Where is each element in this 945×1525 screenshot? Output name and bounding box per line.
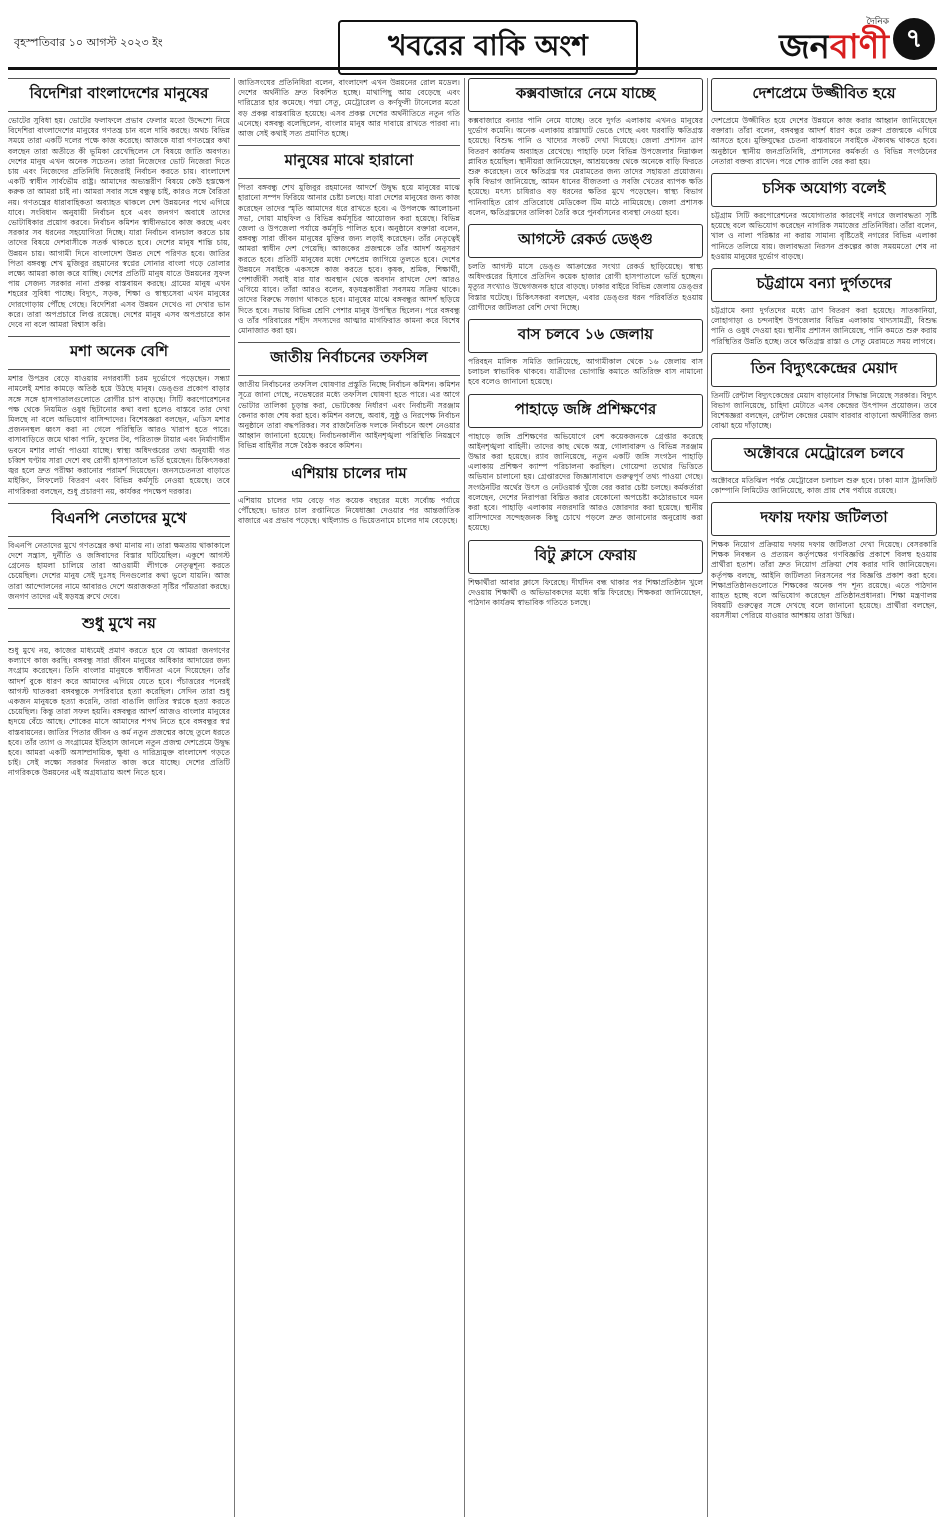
article-headline: চট্টগ্রামে বন্যা দুর্গতদের — [711, 268, 937, 302]
article — [8, 503, 230, 602]
column-2 — [238, 78, 460, 1517]
article-headline: পাহাড়ে জঙ্গি প্রশিক্ষণের — [468, 394, 703, 428]
article-headline: জাতীয় নির্বাচনের তফসিল — [238, 342, 460, 376]
article-headline: বিএনপি নেতাদের মুখে — [8, 503, 230, 537]
article — [468, 540, 703, 609]
column-4 — [711, 78, 937, 1517]
column-divider — [234, 78, 235, 1517]
article — [468, 319, 703, 388]
brand-part-b: বাণী — [829, 27, 889, 67]
issue-date: বৃহস্পতিবার ১০ আগস্ট ২০২৩ ইং — [14, 36, 163, 49]
article — [468, 224, 703, 313]
article-body: চলতি আগস্ট মাসে ডেঙ্গু আক্রান্তের সংখ্যা রেকর্ড ছাড়িয়েছে। স্বাস্থ্য অধিদপ্তরের হিসাবে প্রতিদিন কয়েক হাজার রোগী হাসপাতালে ভর্তি হচ্ছেন। মৃত্যুর সংখ্যাও উদ্বেগজনক হারে বাড়ছে। ঢাকার বাইরে বিভিন্ন জেলায় ডেঙ্গুর বিস্তার ঘটেছে। চিকিৎসকরা বলছেন, এবার ডেঙ্গুর ধরন পরিবর্তিত হওয়ায় রোগীদের জটিলতা বেশি দেখা দিচ্ছে। — [468, 262, 703, 312]
column-divider — [707, 78, 708, 1517]
brand-small: দৈনিক — [866, 17, 889, 27]
article-body: দেশপ্রেমে উজ্জীবিত হয়ে দেশের উন্নয়নে কাজ করার আহ্বান জানিয়েছেন বক্তারা। তাঁরা বলেন, বঙ্গবন্ধুর আদর্শ ধারণ করে তরুণ প্রজন্মকে এগিয়ে আসতে হবে। মুক্তিযুদ্ধের চেতনা বাস্তবায়নে সবাইকে ঐক্যবদ্ধ থাকতে হবে। অনুষ্ঠানে স্থানীয় জনপ্রতিনিধি, প্রশাসনের কর্মকর্তা ও বিভিন্ন সংগঠনের নেতারা বক্তব্য রাখেন। পরে শোক র‍্যালি বের করা হয়। — [711, 116, 937, 166]
page-number-badge: ৭ — [893, 18, 935, 60]
article-body: জাতিসংঘের প্রতিনিধিরা বলেন, বাংলাদেশ এখন উন্নয়নের রোল মডেল। দেশের অর্থনীতি দ্রুত বিকশিত হচ্ছে। মাথাপিছু আয় বেড়েছে এবং দারিদ্র্যের হার কমেছে। পদ্মা সেতু, মেট্রোরেল ও কর্ণফুলী টানেলের মতো বড় প্রকল্প বাস্তবায়িত হয়েছে। এসব প্রকল্প দেশের অর্থনীতিতে নতুন গতি এনেছে। বঙ্গবন্ধু বলেছিলেন, বাংলার মানুষ আর দাবায়ে রাখতে পারবা না। আজ সেই কথাই সত্য প্রমাণিত হচ্ছে। — [238, 78, 460, 139]
brand-part-a: জন — [779, 27, 830, 67]
article-headline: বিটু ক্লাসে ফেরায় — [468, 540, 703, 574]
brand-name — [779, 29, 889, 65]
column-3 — [468, 78, 703, 1517]
article — [8, 336, 230, 496]
article — [711, 502, 937, 622]
article — [238, 145, 460, 336]
article-body: মশার উপদ্রব বেড়ে যাওয়ায় নগরবাসী চরম দুর্ভোগে পড়েছেন। সন্ধ্যা নামলেই মশার কামড়ে অতিষ্ঠ হয়ে উঠছে মানুষ। ডেঙ্গুর প্রকোপ বাড়ার সঙ্গে সঙ্গে হাসপাতালগুলোতে রোগীর চাপ বাড়ছে। সিটি করপোরেশনের পক্ষ থেকে নিয়মিত ওষুধ ছিটানোর কথা বলা হলেও বাস্তবে তার দেখা মিলছে না বলে অভিযোগ বাসিন্দাদের। বিশেষজ্ঞরা বলছেন, এডিস মশার প্রজননস্থল ধ্বংস করা না গেলে পরিস্থিতি আরও খারাপ হতে পারে। বাসাবাড়িতে জমে থাকা পানি, ফুলের টব, পরিত্যক্ত টায়ার এবং নির্মাণাধীন ভবনে মশার লার্ভা পাওয়া যাচ্ছে। স্বাস্থ্য অধিদপ্তরের তথ্য অনুযায়ী গত চব্বিশ ঘণ্টায় সারা দেশে বহু রোগী হাসপাতালে ভর্তি হয়েছেন। চিকিৎসকরা জ্বর হলে দ্রুত পরীক্ষা করানোর পরামর্শ দিয়েছেন। জনসচেতনতা বাড়াতে মাইকিং, লিফলেট বিতরণ এবং বিভিন্ন কর্মসূচি নেওয়া হয়েছে। তবে নাগরিকরা বলছেন, শুধু প্রচারণা নয়, কার্যকর পদক্ষেপ দরকার। — [8, 374, 230, 496]
article-body: জাতীয় নির্বাচনের তফসিল ঘোষণার প্রস্তুতি নিচ্ছে নির্বাচন কমিশন। কমিশন সূত্রে জানা গেছে, নভেম্বরের মধ্যে তফসিল ঘোষণা হতে পারে। এর আগে ভোটার তালিকা চূড়ান্ত করা, ভোটকেন্দ্র নির্ধারণ এবং নির্বাচনী সরঞ্জাম কেনার কাজ শেষ করা হবে। কমিশন বলছে, অবাধ, সুষ্ঠু ও নিরপেক্ষ নির্বাচন অনুষ্ঠানে তারা বদ্ধপরিকর। সব রাজনৈতিক দলকে নির্বাচনে অংশ নেওয়ার আহ্বান জানানো হয়েছে। নির্বাচনকালীন আইনশৃঙ্খলা পরিস্থিতি নিয়ন্ত্রণে বিভিন্ন বাহিনীর সঙ্গে বৈঠক করবে কমিশন। — [238, 380, 460, 451]
article-body: এশিয়ায় চালের দাম বেড়ে গত কয়েক বছরের মধ্যে সর্বোচ্চ পর্যায়ে পৌঁছেছে। ভারত চাল রপ্তানিতে নিষেধাজ্ঞা দেওয়ার পর আন্তর্জাতিক বাজারে এর প্রভাব পড়েছে। থাইল্যান্ড ও ভিয়েতনামে চালের দাম বেড়েছে। — [238, 495, 460, 526]
article-headline: মশা অনেক বেশি — [8, 336, 230, 370]
article — [8, 78, 230, 330]
article-body: ভোটের সুবিধা হয়। ভোটের ফলাফলে প্রভাব ফেলার মতো উদ্দেশ্যে নিয়ে বিদেশিরা বাংলাদেশের মানুষের গণতন্ত্র চান বলে দাবি করছে। অথচ বিভিন্ন সময়ে তারা একটি দলের পক্ষে কাজ করেছে। আজকে যারা গণতন্ত্রের কথা বলছেন তারা অতীতে কী ভূমিকা রেখেছিলেন সে বিষয়ে জাতি অবগত। দেশের মানুষ এখন অনেক সচেতন। তারা নিজেদের ভোট নিজেরা দিতে চায় এবং নিজেদের প্রতিনিধি নিজেরাই নির্বাচন করতে চায়। বাংলাদেশ একটি স্বাধীন সার্বভৌম রাষ্ট্র। আমাদের অভ্যন্তরীণ বিষয়ে কেউ হস্তক্ষেপ করুক তা আমরা চাই না। আমরা সবার সঙ্গে বন্ধুত্ব চাই, কারও সঙ্গে বৈরিতা নয়। গণতন্ত্রের ধারাবাহিকতা অব্যাহত থাকলে দেশ উন্নয়নের পথে এগিয়ে যাবে। সংবিধান অনুযায়ী নির্বাচন হবে এবং জনগণ অবাধে তাদের ভোটাধিকার প্রয়োগ করবে। নির্বাচন কমিশন স্বাধীনভাবে কাজ করছে এবং সরকার সব ধরনের সহযোগিতা দিচ্ছে। যারা নির্বাচন বানচাল করতে চায় তাদের বিষয়ে দেশবাসীকে সতর্ক থাকতে হবে। দেশের মানুষ শান্তি চায়, উন্নয়ন চায়। আগামী দিনে বাংলাদেশ উন্নত দেশে পরিণত হবে। জাতির পিতা বঙ্গবন্ধু শেখ মুজিবুর রহমানের স্বপ্নের সোনার বাংলা গড়ে তোলার লক্ষ্যে আমরা কাজ করে যাচ্ছি। দেশের প্রতিটি মানুষ যাতে উন্নয়নের সুফল পায় সেজন্য সরকার নানা প্রকল্প বাস্তবায়ন করছে। গ্রামের মানুষ এখন শহরের সুবিধা পাচ্ছে। বিদ্যুৎ, সড়ক, শিক্ষা ও স্বাস্থ্যসেবা এখন মানুষের দোরগোড়ায় পৌঁছে গেছে। বিদেশিরা এসব উন্নয়ন দেখেও না দেখার ভান করে। তারা অপপ্রচারে লিপ্ত রয়েছে। দেশের মানুষ এসব অপপ্রচারে কান দেবে না বলে আমরা বিশ্বাস করি। — [8, 116, 230, 330]
article — [711, 173, 937, 262]
article-body: পিতা বঙ্গবন্ধু শেখ মুজিবুর রহমানের আদর্শে উদ্বুদ্ধ হয়ে মানুষের মাঝে হারানো সম্পদ ফিরিয়ে আনার চেষ্টা চলছে। যারা দেশের মানুষের জন্য কাজ করেছেন তাদের স্মৃতি আমাদের ধরে রাখতে হবে। এ উপলক্ষে আলোচনা সভা, দোয়া মাহফিল ও বিভিন্ন কর্মসূচির আয়োজন করা হয়েছে। বিভিন্ন জেলা ও উপজেলা পর্যায়ে কর্মসূচি পালিত হবে। অনুষ্ঠানে বক্তারা বলেন, বঙ্গবন্ধু সারা জীবন মানুষের মুক্তির জন্য লড়াই করেছেন। তাঁর নেতৃত্বেই আমরা স্বাধীন দেশ পেয়েছি। আজকের প্রজন্মকে তাঁর আদর্শ অনুসরণ করতে হবে। প্রতিটি মানুষের মধ্যে দেশপ্রেম জাগিয়ে তুলতে হবে। দেশের উন্নয়নে সবাইকে একসঙ্গে কাজ করতে হবে। কৃষক, শ্রমিক, শিক্ষার্থী, পেশাজীবী সবাই যার যার অবস্থান থেকে অবদান রাখলে দেশ আরও এগিয়ে যাবে। তাঁরা আরও বলেন, ষড়যন্ত্রকারীরা সবসময় সক্রিয় থাকে। তাদের বিরুদ্ধে সজাগ থাকতে হবে। মানুষের মাঝে বঙ্গবন্ধুর আদর্শ ছড়িয়ে দিতে হবে। সভায় বিভিন্ন শ্রেণি পেশার মানুষ উপস্থিত ছিলেন। পরে বঙ্গবন্ধু ও তাঁর পরিবারের শহীদ সদস্যদের আত্মার মাগফিরাত কামনা করে বিশেষ মোনাজাত করা হয়। — [238, 183, 460, 336]
column-1 — [8, 78, 230, 1517]
article — [238, 78, 460, 139]
article-headline: কক্সবাজারে নেমে যাচ্ছে — [468, 78, 703, 112]
article-headline: এশিয়ায় চালের দাম — [238, 458, 460, 492]
page-heading: খবরের বাকি অংশ — [338, 20, 638, 75]
article — [468, 78, 703, 218]
article-body: শিক্ষক নিয়োগ প্রক্রিয়ায় দফায় দফায় জটিলতা দেখা দিয়েছে। বেসরকারি শিক্ষক নিবন্ধন ও প্রত্যয়ন কর্তৃপক্ষের গণবিজ্ঞপ্তি প্রকাশে বিলম্ব হওয়ায় প্রার্থীরা হতাশ। তাঁরা দ্রুত নিয়োগ প্রক্রিয়া শেষ করার দাবি জানিয়েছেন। কর্তৃপক্ষ বলছে, আইনি জটিলতা নিরসনের পর বিজ্ঞপ্তি প্রকাশ করা হবে। শিক্ষাপ্রতিষ্ঠানগুলোতে শিক্ষকের অনেক পদ শূন্য রয়েছে। এতে পাঠদান ব্যাহত হচ্ছে বলে অভিযোগ করেছেন প্রতিষ্ঠানপ্রধানরা। শিক্ষা মন্ত্রণালয় বিষয়টি গুরুত্বের সঙ্গে দেখছে বলে জানানো হয়েছে। প্রার্থীরা বলছেন, বয়সসীমা পেরিয়ে যাওয়ার আশঙ্কায় তারা উদ্বিগ্ন। — [711, 540, 937, 621]
article-body: চট্টগ্রামে বন্যা দুর্গতদের মধ্যে ত্রাণ বিতরণ করা হয়েছে। সাতকানিয়া, লোহাগাড়া ও চন্দনাইশ উপজেলার বিভিন্ন এলাকায় খাদ্যসামগ্রী, বিশুদ্ধ পানি ও ওষুধ দেওয়া হয়। স্থানীয় প্রশাসন জানিয়েছে, পানি কমতে শুরু করায় পরিস্থিতির উন্নতি হচ্ছে। তবে ক্ষতিগ্রস্ত রাস্তা ও সেতু মেরামতে সময় লাগবে। — [711, 306, 937, 346]
article-headline: দফায় দফায় জটিলতা — [711, 502, 937, 536]
article — [711, 268, 937, 347]
article-headline: আগস্টে রেকর্ড ডেঙ্গু — [468, 224, 703, 258]
article-headline: তিন বিদ্যুৎকেন্দ্রের মেয়াদ — [711, 353, 937, 387]
article-headline: মানুষের মাঝে হারানো — [238, 145, 460, 179]
masthead — [8, 8, 937, 70]
article-body: কক্সবাজারে বন্যার পানি নেমে যাচ্ছে। তবে দুর্গত এলাকায় এখনও মানুষের দুর্ভোগ কমেনি। অনেক এলাকায় রাস্তাঘাট ভেঙে গেছে এবং ঘরবাড়ি ক্ষতিগ্রস্ত হয়েছে। বিশুদ্ধ পানি ও খাদ্যের সংকট দেখা দিয়েছে। জেলা প্রশাসন ত্রাণ বিতরণ কার্যক্রম অব্যাহত রেখেছে। পাহাড়ি ঢলে বিভিন্ন উপজেলার নিম্নাঞ্চল প্লাবিত হয়েছিল। স্থানীয়রা জানিয়েছেন, আশ্রয়কেন্দ্র থেকে অনেকে বাড়ি ফিরতে শুরু করেছেন। তবে ক্ষতিগ্রস্ত ঘর মেরামতের জন্য তাদের সহায়তা প্রয়োজন। কৃষি বিভাগ জানিয়েছে, আমন ধানের বীজতলা ও সবজি খেতের ব্যাপক ক্ষতি হয়েছে। মৎস্য চাষিরাও বড় ধরনের ক্ষতির মুখে পড়েছেন। স্বাস্থ্য বিভাগ পানিবাহিত রোগ প্রতিরোধে মেডিকেল টিম মাঠে নামিয়েছে। জেলা প্রশাসক বলেন, ক্ষতিগ্রস্তদের তালিকা তৈরি করে পুনর্বাসনের ব্যবস্থা নেওয়া হবে। — [468, 116, 703, 217]
article-headline: শুধু মুখে নয় — [8, 608, 230, 642]
article — [8, 608, 230, 779]
article — [468, 394, 703, 534]
article-headline: চসিক অযোগ্য বলেই — [711, 173, 937, 207]
article — [238, 458, 460, 527]
article-headline: বিদেশিরা বাংলাদেশের মানুষের — [8, 78, 230, 112]
article-body: শুধু মুখে নয়, কাজের মাধ্যমেই প্রমাণ করতে হবে যে আমরা জনগণের কল্যাণে কাজ করছি। বঙ্গবন্ধু সারা জীবন মানুষের অধিকার আদায়ের জন্য সংগ্রাম করেছেন। তিনি বাংলার মানুষকে স্বাধীনতা এনে দিয়েছেন। তাঁর আদর্শ বুকে ধারণ করে আমাদের এগিয়ে যেতে হবে। পঁচাত্তরের পনেরই আগস্ট ঘাতকরা বঙ্গবন্ধুকে সপরিবারে হত্যা করেছিল। সেদিন তারা শুধু একজন মানুষকে হত্যা করেনি, তারা বাঙালি জাতির স্বপ্নকে হত্যা করতে চেয়েছিল। কিন্তু তারা সফল হয়নি। বঙ্গবন্ধুর আদর্শ আজও বাংলার মানুষের হৃদয়ে বেঁচে আছে। শোকের মাসে আমাদের শপথ নিতে হবে বঙ্গবন্ধুর স্বপ্ন বাস্তবায়নের। জাতির পিতার জীবন ও কর্ম নতুন প্রজন্মের কাছে তুলে ধরতে হবে। তাঁর ত্যাগ ও সংগ্রামের ইতিহাস জানলে নতুন প্রজন্ম দেশপ্রেমে উদ্বুদ্ধ হবে। আমরা একটি অসাম্প্রদায়িক, ক্ষুধা ও দারিদ্র্যমুক্ত বাংলাদেশ গড়তে চাই। সেই লক্ষ্যে সরকার দিনরাত কাজ করে যাচ্ছে। দেশের প্রতিটি নাগরিককে উন্নয়নের এই অগ্রযাত্রায় অংশ নিতে হবে। — [8, 645, 230, 778]
newspaper-logo — [779, 14, 889, 65]
article — [711, 353, 937, 432]
column-divider — [464, 78, 465, 1517]
article — [711, 438, 937, 496]
article-body: বিএনপি নেতাদের মুখে গণতন্ত্রের কথা মানায় না। তারা ক্ষমতায় থাকাকালে দেশে সন্ত্রাস, দুর্নীতি ও জঙ্গিবাদের বিস্তার ঘটিয়েছিল। একুশে আগস্ট গ্রেনেড হামলা চালিয়ে তারা আওয়ামী লীগকে নেতৃত্বশূন্য করতে চেয়েছিল। দেশের মানুষ সেই দুঃসহ দিনগুলোর কথা ভুলে যায়নি। আজ তারা আন্দোলনের নামে আবারও দেশে অরাজকতা সৃষ্টির পাঁয়তারা করছে। জনগণ তাদের এই ষড়যন্ত্র রুখে দেবে। — [8, 540, 230, 601]
article-body: অক্টোবরে মতিঝিল পর্যন্ত মেট্রোরেল চলাচল শুরু হবে। ঢাকা ম্যাস ট্রানজিট কোম্পানি লিমিটেড জানিয়েছে, কাজ প্রায় শেষ পর্যায়ে রয়েছে। — [711, 475, 937, 495]
article-headline: দেশপ্রেমে উজ্জীবিত হয়ে — [711, 78, 937, 112]
article-body: চট্টগ্রাম সিটি করপোরেশনের অযোগ্যতার কারণেই নগরে জলাবদ্ধতা সৃষ্টি হয়েছে বলে অভিযোগ করেছেন নাগরিক সমাজের প্রতিনিধিরা। তাঁরা বলেন, খাল ও নালা পরিষ্কার না করায় সামান্য বৃষ্টিতেই নগরের বিভিন্ন এলাকা পানিতে তলিয়ে যায়। জলাবদ্ধতা নিরসন প্রকল্পের কাজ সময়মতো শেষ না হওয়ায় মানুষের দুর্ভোগ বাড়ছে। — [711, 211, 937, 261]
article-headline: বাস চলবে ১৬ জেলায় — [468, 319, 703, 353]
article — [238, 342, 460, 451]
article-body: পাহাড়ে জঙ্গি প্রশিক্ষণের অভিযোগে বেশ কয়েকজনকে গ্রেপ্তার করেছে আইনশৃঙ্খলা বাহিনী। তাদের কাছ থেকে অস্ত্র, গোলাবারুদ ও বিভিন্ন সরঞ্জাম উদ্ধার করা হয়েছে। র‍্যাব জানিয়েছে, নতুন একটি জঙ্গি সংগঠন পাহাড়ি এলাকায় প্রশিক্ষণ ক্যাম্প পরিচালনা করছিল। গোয়েন্দা তথ্যের ভিত্তিতে অভিযান চালানো হয়। গ্রেপ্তারদের জিজ্ঞাসাবাদে গুরুত্বপূর্ণ তথ্য পাওয়া গেছে। সংগঠনটির অর্থের উৎস ও নেটওয়ার্ক খুঁজে বের করার চেষ্টা চলছে। কর্মকর্তারা বলেছেন, দেশের নিরাপত্তা বিঘ্নিত করার যেকোনো অপচেষ্টা কঠোরভাবে দমন করা হবে। পাহাড়ি এলাকায় নজরদারি আরও জোরদার করা হয়েছে। স্থানীয় বাসিন্দাদের সন্দেহজনক কিছু চোখে পড়লে দ্রুত জানানোর অনুরোধ করা হয়েছে। — [468, 431, 703, 533]
article — [711, 78, 937, 167]
article-body: তিনটি রেন্টাল বিদ্যুৎকেন্দ্রের মেয়াদ বাড়ানোর সিদ্ধান্ত নিয়েছে সরকার। বিদ্যুৎ বিভাগ জানিয়েছে, চাহিদা মেটাতে এসব কেন্দ্রের উৎপাদন প্রয়োজন। তবে বিশেষজ্ঞরা বলছেন, রেন্টাল কেন্দ্রের মেয়াদ বারবার বাড়ানো অর্থনীতির জন্য বোঝা হয়ে দাঁড়াচ্ছে। — [711, 390, 937, 431]
article-headline: অক্টোবরে মেট্রোরেল চলবে — [711, 438, 937, 472]
article-body: পরিবহন মালিক সমিতি জানিয়েছে, আগামীকাল থেকে ১৬ জেলায় বাস চলাচল স্বাভাবিক থাকবে। যাত্রীদের ভোগান্তি কমাতে অতিরিক্ত বাস নামানো হবে বলেও জানানো হয়েছে। — [468, 357, 703, 387]
article-body: শিক্ষার্থীরা আবার ক্লাসে ফিরেছে। দীর্ঘদিন বন্ধ থাকার পর শিক্ষাপ্রতিষ্ঠান খুলে দেওয়ায় শিক্ষার্থী ও অভিভাবকদের মধ্যে স্বস্তি ফিরেছে। শিক্ষকরা জানিয়েছেন, পাঠদান কার্যক্রম স্বাভাবিক গতিতে চলছে। — [468, 577, 703, 608]
